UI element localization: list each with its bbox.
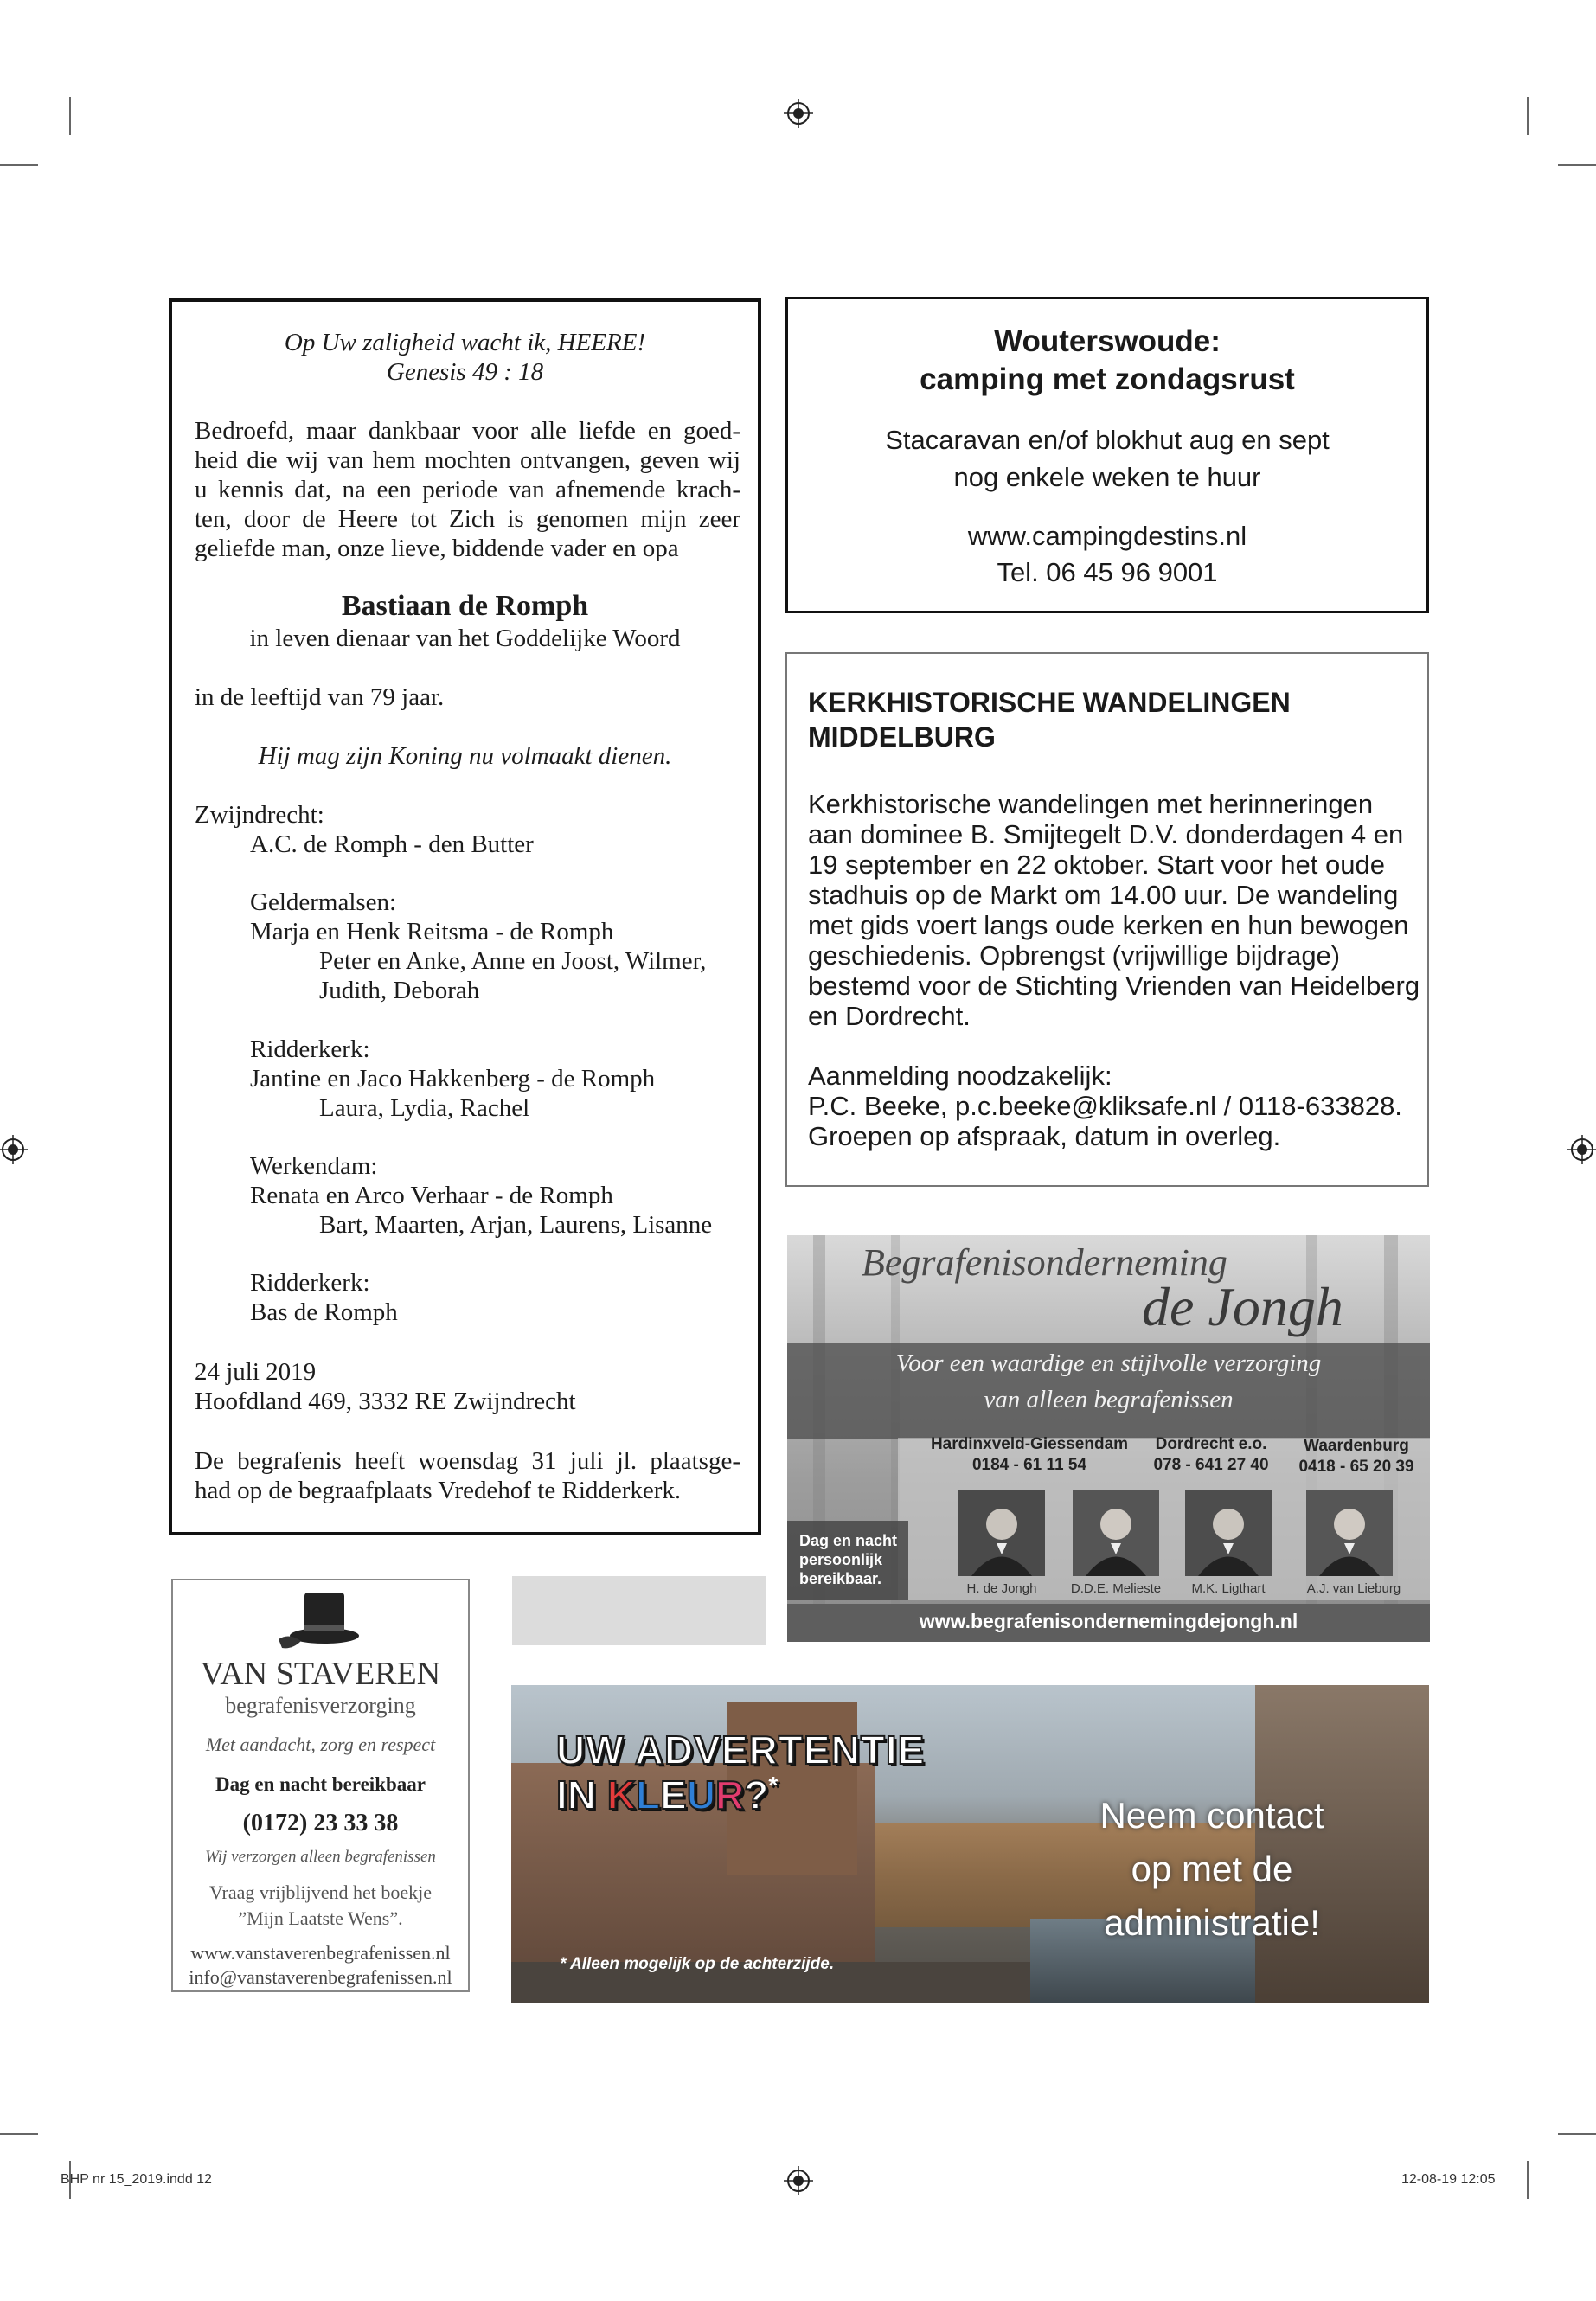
crop-mark <box>1527 2161 1529 2199</box>
family-grandchildren: Bart, Maarten, Arjan, Laurens, Lisanne <box>319 1211 713 1239</box>
office <box>1142 1434 1280 1476</box>
ad-contact-line: op met de <box>1131 1849 1293 1889</box>
deceased-age: in de leeftijd van 79 jaar. <box>195 683 445 711</box>
top-hat-icon <box>270 1587 374 1657</box>
availability-line: Dag en nacht <box>799 1532 898 1549</box>
staveren-web[interactable]: www.vanstaverenbegrafenissen.nl <box>190 1942 451 1964</box>
obituary-date: 24 juli 2019 <box>195 1358 317 1386</box>
registration-mark-icon <box>0 1135 28 1164</box>
advertise-in-color-ad <box>511 1685 1429 2003</box>
staveren-only: Wij verzorgen alleen begrafenissen <box>205 1848 436 1866</box>
camping-ad <box>785 297 1429 613</box>
kerk-title: MIDDELBURG <box>808 721 996 753</box>
camping-subtitle: camping met zondagsrust <box>920 362 1295 396</box>
kerk-body-line: stadhuis op de Markt om 14.00 uur. De wandeling <box>808 880 1399 910</box>
registration-mark-icon <box>784 2166 813 2195</box>
office-phone: 0184 - 61 11 54 <box>971 1456 1087 1474</box>
crop-mark <box>1558 164 1596 166</box>
family-grandchildren: Peter en Anke, Anne en Joost, Wilmer, <box>319 947 707 975</box>
kleur-letter: U <box>686 1772 716 1817</box>
camping-text: Stacaravan en/of blokhut aug en sept <box>885 425 1330 455</box>
availability-line: persoonlijk <box>799 1551 883 1568</box>
office <box>926 1434 1133 1476</box>
obituary-intro-line: ten, door de Heere tot Zich is genomen mijn zeer <box>195 505 740 533</box>
staveren-email[interactable]: info@vanstaverenbegrafenissen.nl <box>189 1966 452 1988</box>
family-grandchildren: Judith, Deborah <box>319 977 480 1004</box>
kleur-word <box>607 1772 745 1817</box>
portrait <box>958 1490 1045 1576</box>
kerk-body-line: bestemd voor de Stichting Vrienden van Heidelberg <box>808 971 1420 1001</box>
funeral-line: had op de begraafplaats Vredehof te Ridderkerk. <box>195 1477 682 1504</box>
family-place: Ridderkerk: <box>250 1035 370 1063</box>
ad-contact-line: administratie! <box>1104 1902 1320 1943</box>
staveren-motto: Met aandacht, zorg en respect <box>205 1734 436 1755</box>
obituary-intro-line: heid die wij van hem mochten ontvangen, geven wij <box>195 446 740 474</box>
obituary-intro-line: Bedroefd, maar dankbaar voor alle liefde en goed- <box>195 417 740 445</box>
obituary-quote: Hij mag zijn Koning nu volmaakt dienen. <box>258 742 672 770</box>
crop-mark <box>69 97 71 135</box>
person-name: H. de Jongh <box>966 1581 1037 1596</box>
kerk-body-line: 19 september en 22 oktober. Start voor het oude <box>808 849 1385 880</box>
kerk-body-line: met gids voert langs oude kerken en hun bewogen <box>808 910 1409 940</box>
family-member: Marja en Henk Reitsma - de Romph <box>250 918 614 945</box>
obituary-address: Hoofdland 469, 3332 RE Zwijndrecht <box>195 1388 576 1415</box>
kerk-contact-line: P.C. Beeke, p.c.beeke@kliksafe.nl / 0118-633828. <box>808 1091 1402 1121</box>
person-icon <box>1306 1490 1393 1576</box>
obituary-verse: Op Uw zaligheid wacht ik, HEERE! <box>284 329 646 356</box>
ad-star: * <box>768 1772 779 1798</box>
camping-phone: Tel. 06 45 96 9001 <box>997 557 1218 587</box>
funeral-line: De begrafenis heeft woensdag 31 juli jl. plaatsge- <box>195 1447 740 1475</box>
obituary-intro-line: u kennis dat, na een periode van afnemende krach- <box>195 476 740 503</box>
staveren-booklet: Vraag vrijblijvend het boekje <box>208 1881 433 1903</box>
staveren-booklet: ”Mijn Laatste Wens”. <box>238 1907 403 1929</box>
family-grandchildren: Laura, Lydia, Rachel <box>319 1094 530 1122</box>
grey-placeholder-box <box>512 1576 766 1645</box>
person-name: D.D.E. Melieste <box>1070 1581 1162 1596</box>
crop-mark <box>1558 2133 1596 2135</box>
footer-filename: BHP nr 15_2019.indd 12 <box>61 2172 212 2187</box>
jongh-tagline: van alleen begrafenissen <box>984 1386 1234 1413</box>
portrait <box>1073 1490 1159 1576</box>
jongh-tagline: Voor een waardige en stijlvolle verzorging <box>895 1349 1322 1377</box>
family-place: Geldermalsen: <box>250 888 397 916</box>
kleur-letter: R <box>715 1772 745 1817</box>
staveren-name: VAN STAVEREN <box>200 1656 441 1692</box>
crop-mark <box>0 2133 38 2135</box>
staveren-phone: (0172) 23 33 38 <box>242 1810 399 1836</box>
family-member: A.C. de Romph - den Butter <box>250 830 534 858</box>
ad-contact <box>1048 1789 1376 1950</box>
kerk-contact-line: Groepen op afspraak, datum in overleg. <box>808 1121 1281 1151</box>
family-place: Zwijndrecht: <box>195 801 324 829</box>
deceased-role: in leven dienaar van het Goddelijke Woord <box>249 625 681 652</box>
camping-title: Wouterswoude: <box>994 324 1221 358</box>
crop-mark <box>1527 97 1529 135</box>
availability-line: bereikbaar. <box>799 1570 882 1587</box>
ad-contact-line: Neem contact <box>1099 1795 1324 1836</box>
van-staveren-ad <box>171 1579 470 1992</box>
office-name: Dordrecht e.o. <box>1155 1435 1267 1453</box>
family-member: Jantine en Jaco Hakkenberg - de Romph <box>250 1065 656 1093</box>
staveren-availability: Dag en nacht bereikbaar <box>215 1773 426 1795</box>
footer-timestamp: 12-08-19 12:05 <box>1401 2172 1496 2187</box>
ad-question: ? <box>744 1772 769 1817</box>
kerk-title: KERKHISTORISCHE WANDELINGEN <box>808 687 1291 718</box>
kleur-letter: L <box>636 1772 661 1817</box>
registration-mark-icon <box>1567 1135 1596 1164</box>
office-name: Waardenburg <box>1304 1437 1409 1455</box>
jongh-name: de Jongh <box>1142 1276 1343 1337</box>
portrait <box>1185 1490 1272 1576</box>
kerk-body-line: Kerkhistorische wandelingen met herinneringen <box>808 789 1374 819</box>
family-member: Renata en Arco Verhaar - de Romph <box>250 1182 613 1209</box>
obituary-intro-line: geliefde man, onze lieve, biddende vader en opa <box>195 535 679 562</box>
ad-in: IN <box>556 1772 607 1817</box>
ad-headline: UW ADVERTENTIE <box>556 1727 926 1772</box>
kerk-body-line: aan dominee B. Smijtegelt D.V. donderdagen 4 en <box>808 819 1404 849</box>
obituary-notice <box>169 298 761 1535</box>
kerkhistorische-wandelingen-ad <box>785 652 1429 1187</box>
crop-mark <box>0 164 38 166</box>
portrait <box>1306 1490 1393 1576</box>
begrafenisonderneming-de-jongh-ad <box>787 1235 1430 1642</box>
office-phone: 078 - 641 27 40 <box>1153 1456 1269 1474</box>
ad-headline-2 <box>556 1772 778 1818</box>
kerk-body-line: en Dordrecht. <box>808 1001 971 1031</box>
person-icon <box>1185 1490 1272 1576</box>
office-phone: 0418 - 65 20 39 <box>1298 1458 1414 1476</box>
camping-text: nog enkele weken te huur <box>953 462 1261 492</box>
availability-text <box>799 1531 897 1588</box>
office <box>1287 1436 1426 1477</box>
jongh-url[interactable]: www.begrafenisondernemingdejongh.nl <box>919 1610 1298 1632</box>
office-name: Hardinxveld-Giessendam <box>930 1435 1129 1453</box>
kerk-contact-line: Aanmelding noodzakelijk: <box>808 1061 1112 1091</box>
kleur-letter: E <box>660 1772 687 1817</box>
camping-url[interactable]: www.campingdestins.nl <box>967 521 1247 551</box>
kleur-letter: K <box>606 1772 637 1817</box>
person-icon <box>958 1490 1045 1576</box>
person-name: A.J. van Lieburg <box>1306 1581 1401 1596</box>
person-icon <box>1073 1490 1159 1576</box>
ad-footnote: * Alleen mogelijk op de achterzijde. <box>560 1955 835 1973</box>
registration-mark-icon <box>784 99 813 128</box>
obituary-verse-ref: Genesis 49 : 18 <box>386 358 544 386</box>
staveren-sub: begrafenisverzorging <box>225 1693 416 1718</box>
kerk-body-line: geschiedenis. Opbrengst (vrijwillige bijdrage) <box>808 940 1341 971</box>
deceased-name: Bastiaan de Romph <box>341 590 589 622</box>
family-place: Werkendam: <box>250 1152 378 1180</box>
person-name: M.K. Ligthart <box>1191 1581 1266 1596</box>
family-member: Bas de Romph <box>250 1298 398 1326</box>
family-place: Ridderkerk: <box>250 1269 370 1297</box>
jongh-title: Begrafenisonderneming <box>862 1241 1227 1284</box>
